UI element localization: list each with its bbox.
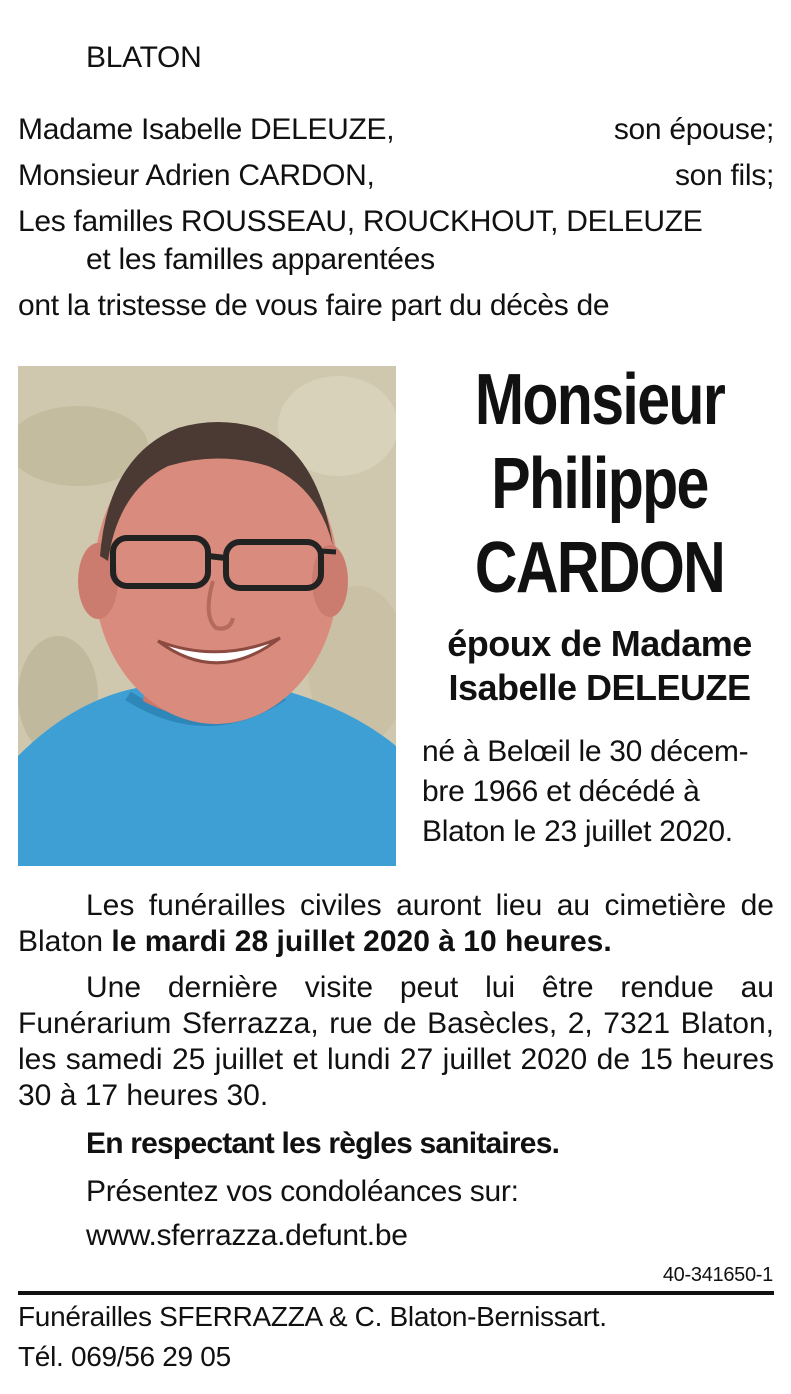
family-line-related: et les familles apparentées bbox=[86, 243, 435, 276]
family-line-spouse-relation: son épouse; bbox=[613, 113, 774, 146]
birth-line-1: né à Belœil le 30 décem- bbox=[422, 735, 749, 768]
funeral-home-phone: Tél. 069/56 29 05 bbox=[18, 1341, 231, 1372]
funeral-paragraph bbox=[18, 888, 774, 960]
birth-line-3: Blaton le 23 juillet 2020. bbox=[422, 815, 733, 848]
deceased-first-name: Philippe bbox=[491, 444, 708, 524]
reference-number: 40-341650-1 bbox=[662, 1264, 773, 1286]
announcement-line: ont la tristesse de vous faire part du décès de bbox=[18, 289, 610, 322]
family-line-spouse-name: Madame Isabelle DELEUZE, bbox=[18, 113, 395, 146]
visit-paragraph: Une dernière visite peut lui être rendue au Funérarium Sferrazza, rue de Basècles, 2, 7321 Blaton, les samedi 25 juillet et lundi 27 juillet 2020 de 15 heures 30 à 17 heures 30. bbox=[18, 971, 774, 1112]
family-line-son-name: Monsieur Adrien CARDON, bbox=[18, 159, 375, 192]
funeral-date: le mardi 28 juillet 2020 à 10 heures. bbox=[111, 925, 612, 958]
spouse-line-2: Isabelle DELEUZE bbox=[448, 667, 751, 708]
funeral-text: Les funérailles civiles auront lieu au cimetière de Blaton bbox=[18, 889, 774, 958]
footer-divider bbox=[18, 1291, 774, 1295]
sanitary-note: En respectant les règles sanitaires. bbox=[86, 1127, 560, 1160]
funeral-home-name: Funérailles SFERRAZZA & C. Blaton-Bernissart. bbox=[18, 1301, 607, 1332]
website-link[interactable]: www.sferrazza.defunt.be bbox=[86, 1219, 408, 1252]
place-header: BLATON bbox=[86, 41, 202, 74]
condolences-line: Présentez vos condoléances sur: bbox=[86, 1175, 519, 1208]
spouse-line-1: époux de Madame bbox=[447, 623, 752, 664]
deceased-last-name: CARDON bbox=[474, 528, 725, 608]
birth-line-2: bre 1966 et décédé à bbox=[422, 775, 700, 808]
deceased-title: Monsieur bbox=[474, 360, 725, 440]
deceased-photo bbox=[18, 366, 396, 866]
family-line-families: Les familles ROUSSEAU, ROUCKHOUT, DELEUZE bbox=[18, 205, 703, 238]
family-line-son-relation: son fils; bbox=[674, 159, 774, 192]
